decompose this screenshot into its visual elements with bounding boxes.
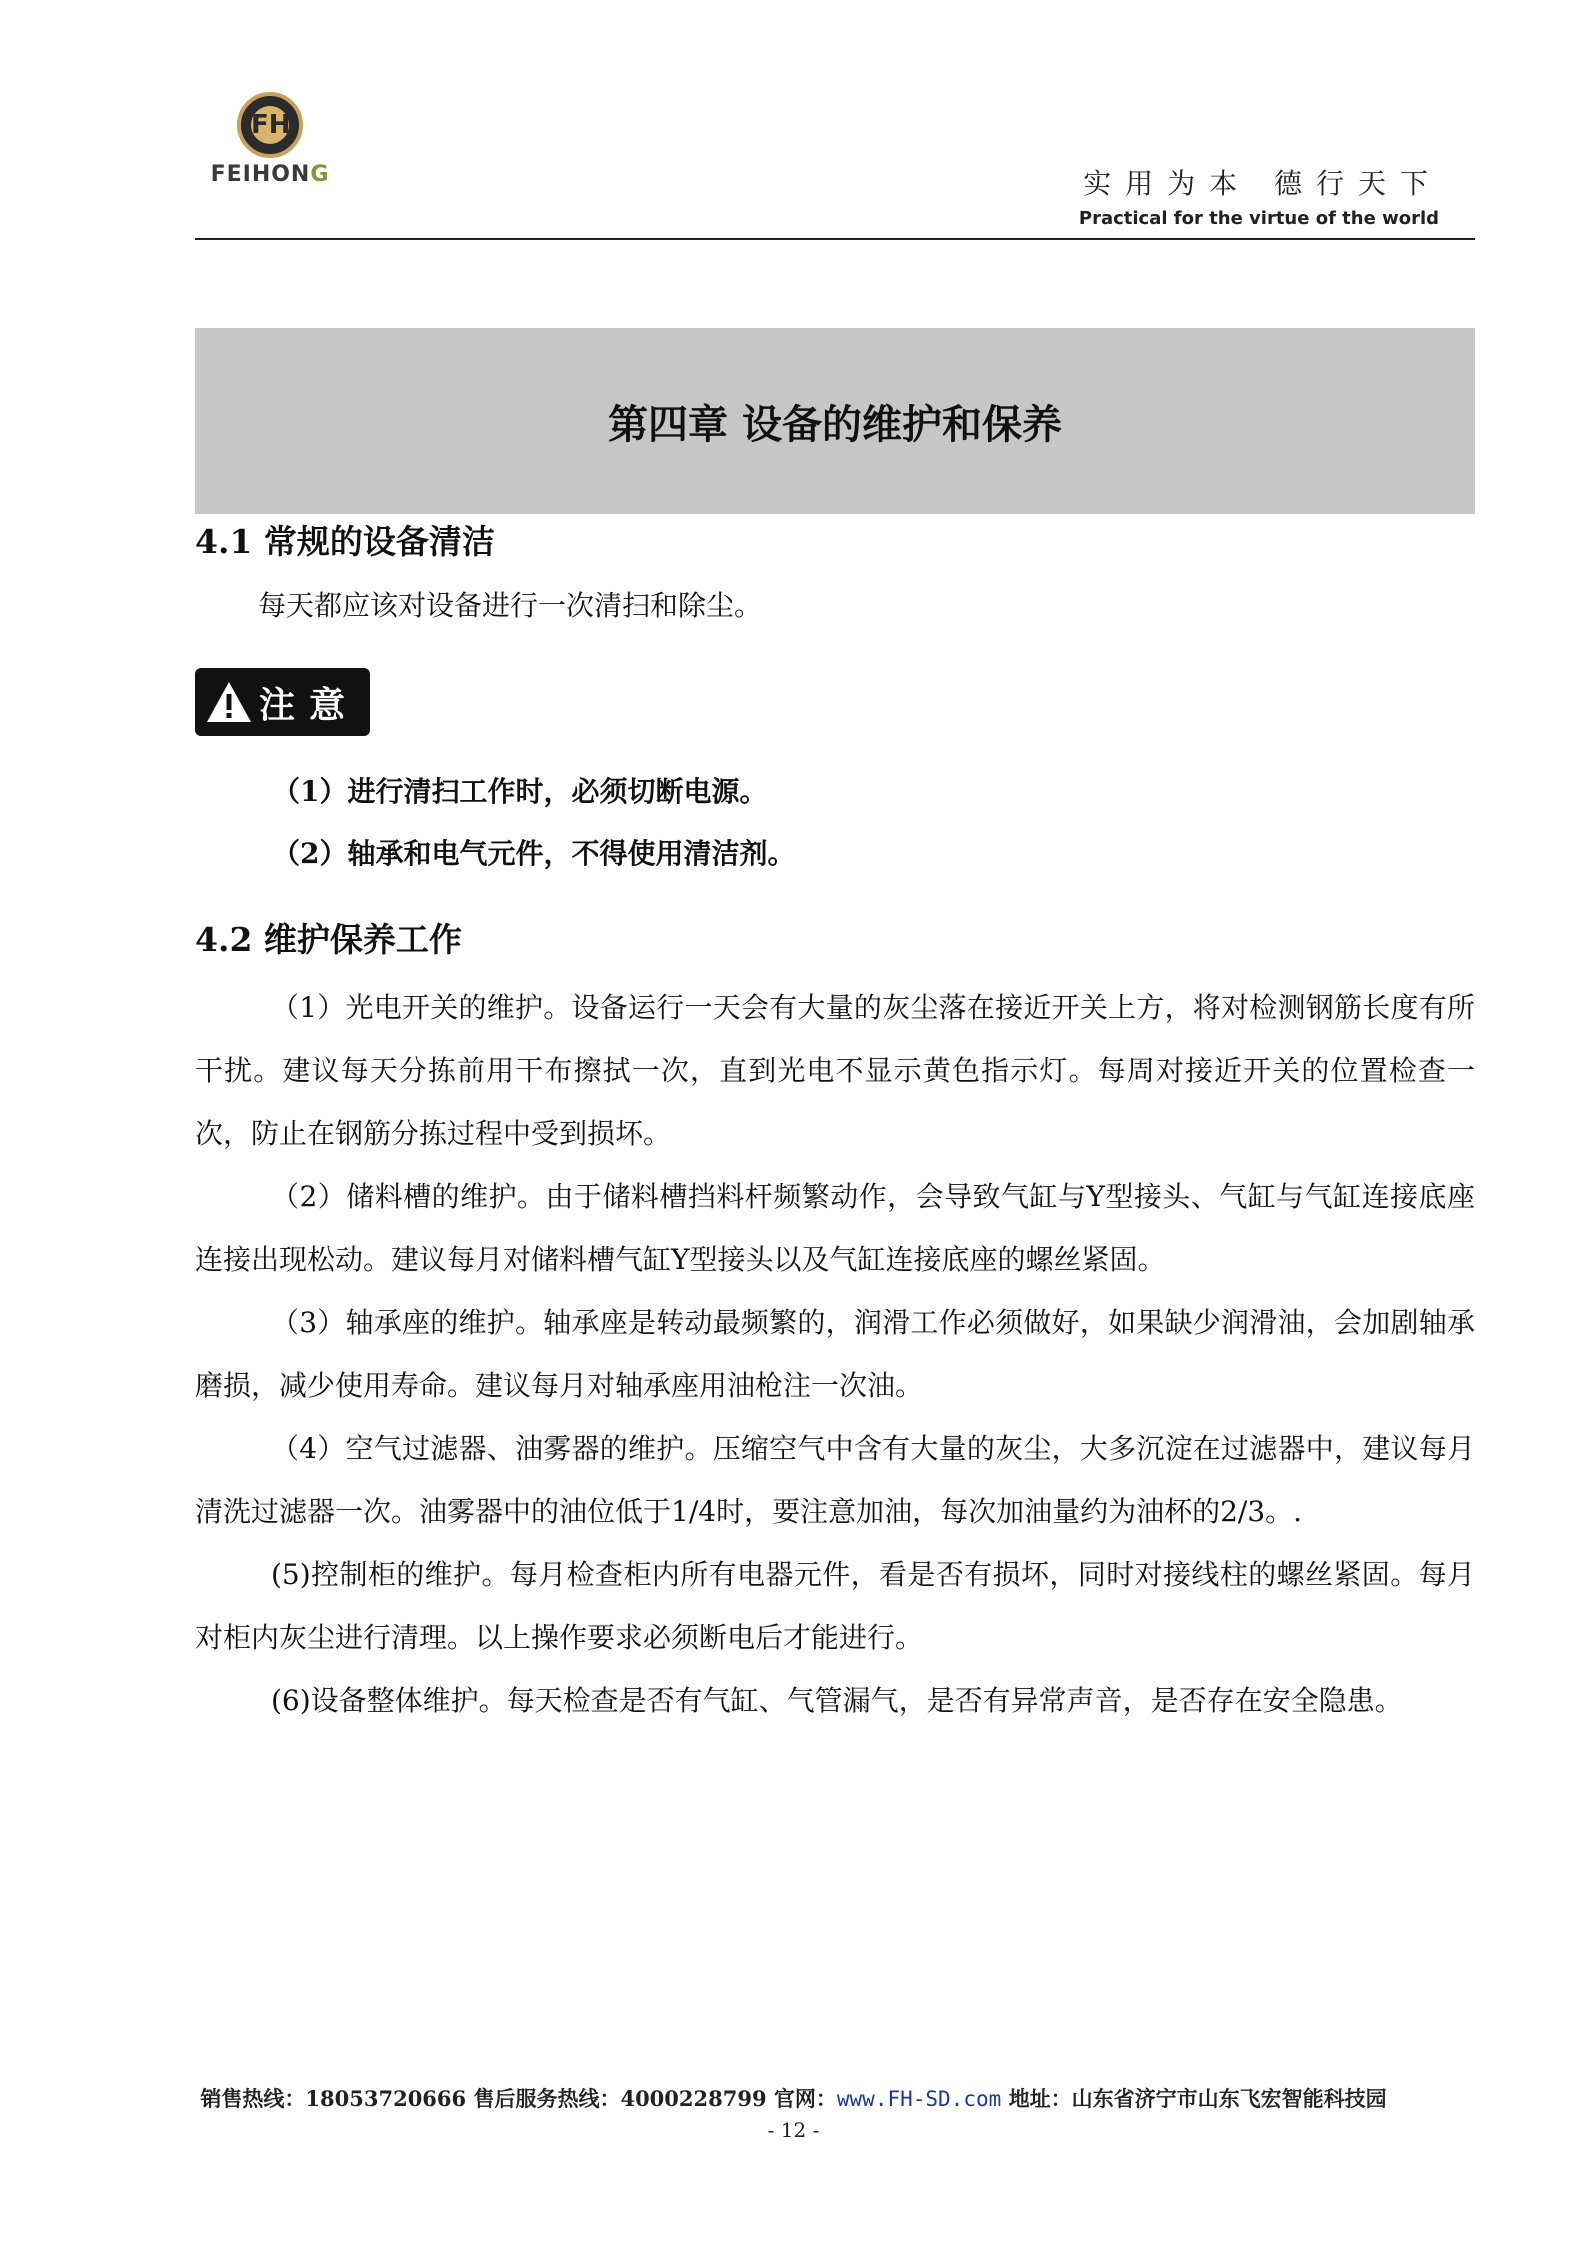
service-phone: 4000228799 (620, 2086, 767, 2111)
caution-item: （1）进行清扫工作时，必须切断电源。 (272, 775, 768, 808)
address-label: 地址： (1001, 2086, 1072, 2111)
logo-text (195, 162, 345, 187)
address-text: 山东省济宁市山东飞宏智能科技园 (1071, 2086, 1387, 2111)
maintenance-body (195, 976, 1475, 1732)
maintenance-paragraph: （3）轴承座的维护。轴承座是转动最频繁的，润滑工作必须做好，如果缺少润滑油，会加剧轴承磨损，减少使用寿命。建议每月对轴承座用油枪注一次油。 (195, 1306, 1475, 1402)
logo-text-tail: G (310, 162, 330, 187)
maintenance-paragraph: （1）光电开关的维护。设备运行一天会有大量的灰尘落在接近开关上方，将对检测钢筋长度有所干扰。建议每天分拣前用干布擦拭一次，直到光电不显示黄色指示灯。每周对接近开关的位置检查一次，防止在钢筋分拣过程中受到损坏。 (195, 991, 1475, 1150)
section-heading-4-1: 4.1 常规的设备清洁 (195, 522, 495, 561)
sales-label: 销售热线： (200, 2086, 306, 2111)
logo-emblem-icon (237, 92, 303, 158)
header-divider (195, 238, 1475, 240)
footer-contact (0, 2083, 1587, 2113)
website-link[interactable]: www.FH-SD.com (836, 2087, 1002, 2111)
maintenance-paragraph: (6)设备整体维护。每天检查是否有气缸、气管漏气，是否有异常声音，是否存在安全隐患。 (271, 1684, 1403, 1717)
section-heading-4-2: 4.2 维护保养工作 (195, 920, 462, 959)
logo-text-main: FEIHON (210, 162, 311, 187)
maintenance-paragraph: (5)控制柜的维护。每月检查柜内所有电器元件，看是否有损坏，同时对接线柱的螺丝紧固。每月对柜内灰尘进行清理。以上操作要求必须断电后才能进行。 (195, 1558, 1475, 1654)
caution-label: 注意 (259, 684, 360, 726)
chapter-title: 第四章 设备的维护和保养 (608, 401, 1062, 448)
warning-triangle-icon (205, 680, 253, 724)
company-logo (195, 92, 345, 192)
motto-english: Practical for the virtue of the world (1078, 208, 1439, 229)
section-intro: 每天都应该对设备进行一次清扫和除尘。 (258, 589, 763, 622)
logo-mark: FH (251, 106, 289, 144)
maintenance-paragraph: （2）储料槽的维护。由于储料槽挡料杆频繁动作，会导致气缸与Y型接头、气缸与气缸连接底座连接出现松动。建议每月对储料槽气缸Y型接头以及气缸连接底座的螺丝紧固。 (195, 1180, 1475, 1276)
motto-chinese: 实用为本 德行天下 (1083, 167, 1442, 200)
service-label: 售后服务热线： (466, 2086, 621, 2111)
caution-badge (195, 668, 370, 736)
page-number: - 12 - (767, 2118, 820, 2142)
caution-item: （2）轴承和电气元件，不得使用清洁剂。 (272, 837, 796, 870)
website-label: 官网： (766, 2086, 837, 2111)
maintenance-paragraph: （4）空气过滤器、油雾器的维护。压缩空气中含有大量的灰尘，大多沉淀在过滤器中，建议每月清洗过滤器一次。油雾器中的油位低于1/4时，要注意加油，每次加油量约为油杯的2/3。. (195, 1432, 1475, 1528)
chapter-banner (195, 328, 1475, 514)
sales-phone: 18053720666 (305, 2086, 467, 2111)
